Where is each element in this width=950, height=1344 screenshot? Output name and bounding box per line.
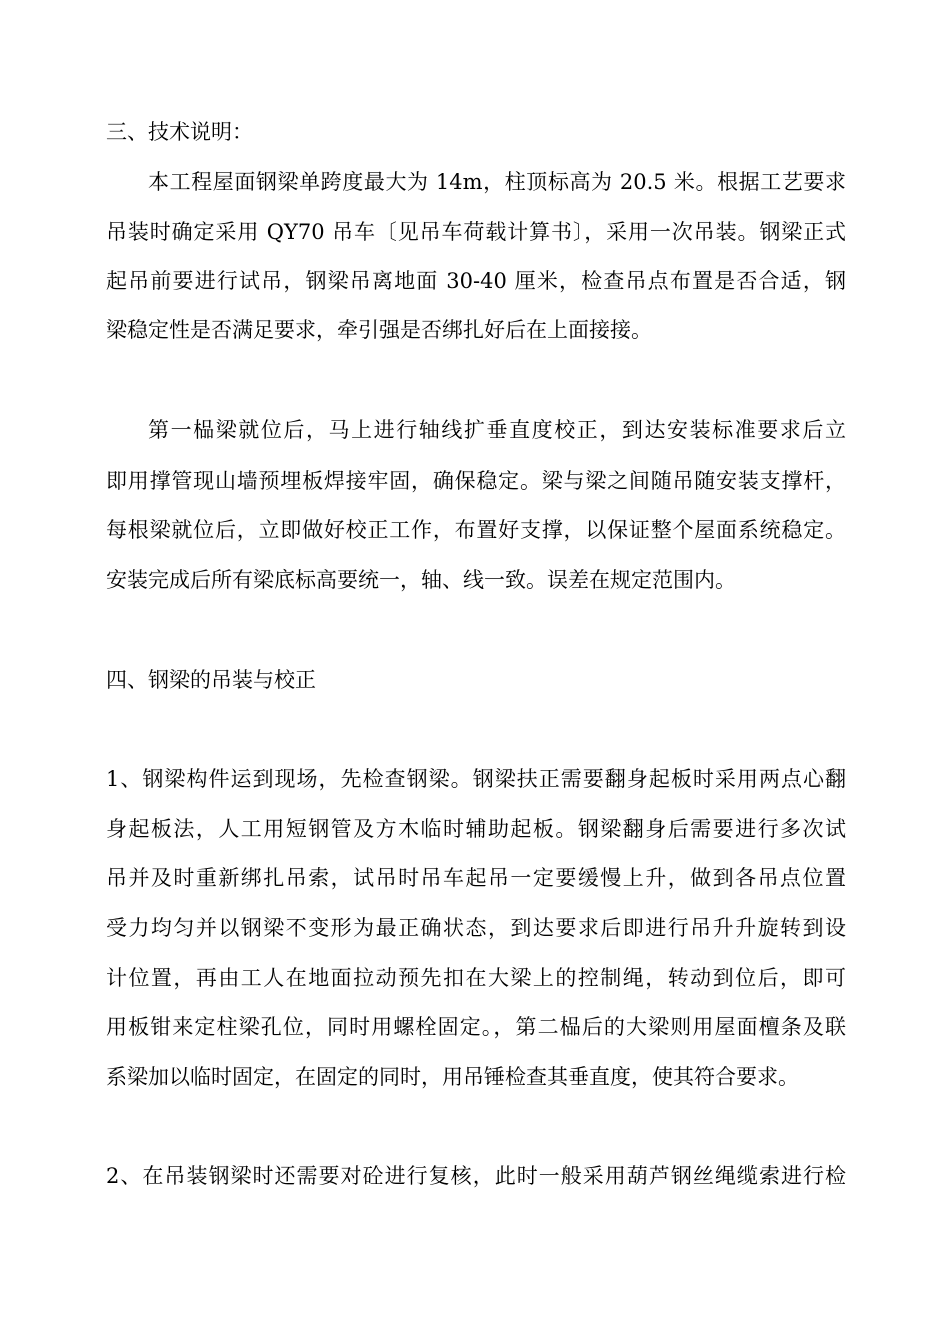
paragraph-line: 每根梁就位后，立即做好校正工作，布置好支撑，以保证整个屋面系统稳定。 [106, 518, 846, 542]
paragraph-line: 吊装时确定采用 QY70 吊车〔见吊车荷载计算书〕，采用一次吊装。钢梁正式 [106, 220, 846, 244]
paragraph-line: 安装完成后所有梁底标高要统一，轴、线一致。误差在规定范围内。 [106, 568, 736, 592]
paragraph-line: 起吊前要进行试吊，钢梁吊离地面 30-40 厘米，检查吊点布置是否合适，钢 [106, 269, 846, 293]
paragraph-line: 受力均匀并以钢梁不变形为最正确状态，到达要求后即进行吊升升旋转到设 [106, 916, 846, 940]
paragraph-line: 即用撑管现山墙预埋板焊接牢固，确保稳定。梁与梁之间随吊随安装支撑杆， [106, 469, 846, 493]
section-3-heading: 三、技术说明： [106, 120, 253, 144]
paragraph-line: 吊并及时重新绑扎吊索，试吊时吊车起吊一定要缓慢上升，做到各吊点位置 [106, 866, 846, 890]
paragraph-line: 用板钳来定柱梁孔位，同时用螺栓固定。，第二榀后的大梁则用屋面檀条及联 [106, 1015, 846, 1039]
paragraph-line: 第一榀梁就位后，马上进行轴线扩垂直度校正，到达安装标准要求后立 [148, 418, 846, 442]
paragraph-line: 系梁加以临时固定，在固定的同时，用吊锤检查其垂直度，使其符合要求。 [106, 1065, 799, 1089]
paragraph-line: 2、在吊装钢梁时还需要对砼进行复核，此时一般采用葫芦钢丝绳缆索进行检 [106, 1164, 846, 1188]
paragraph-line: 计位置，再由工人在地面拉动预先扣在大梁上的控制绳，转动到位后，即可 [106, 966, 846, 990]
paragraph-line: 本工程屋面钢梁单跨度最大为 14m，柱顶标高为 20.5 米。根据工艺要求 [148, 170, 846, 194]
paragraph-line: 1、钢梁构件运到现场，先检查钢梁。钢梁扶正需要翻身起板时采用两点心翻 [106, 767, 846, 791]
paragraph-line: 身起板法，人工用短钢管及方木临时辅助起板。钢梁翻身后需要进行多次试 [106, 817, 846, 841]
paragraph-line: 梁稳定性是否满足要求，牵引强是否绑扎好后在上面接接。 [106, 318, 652, 342]
section-4-heading: 四、钢梁的吊装与校正 [106, 668, 316, 692]
